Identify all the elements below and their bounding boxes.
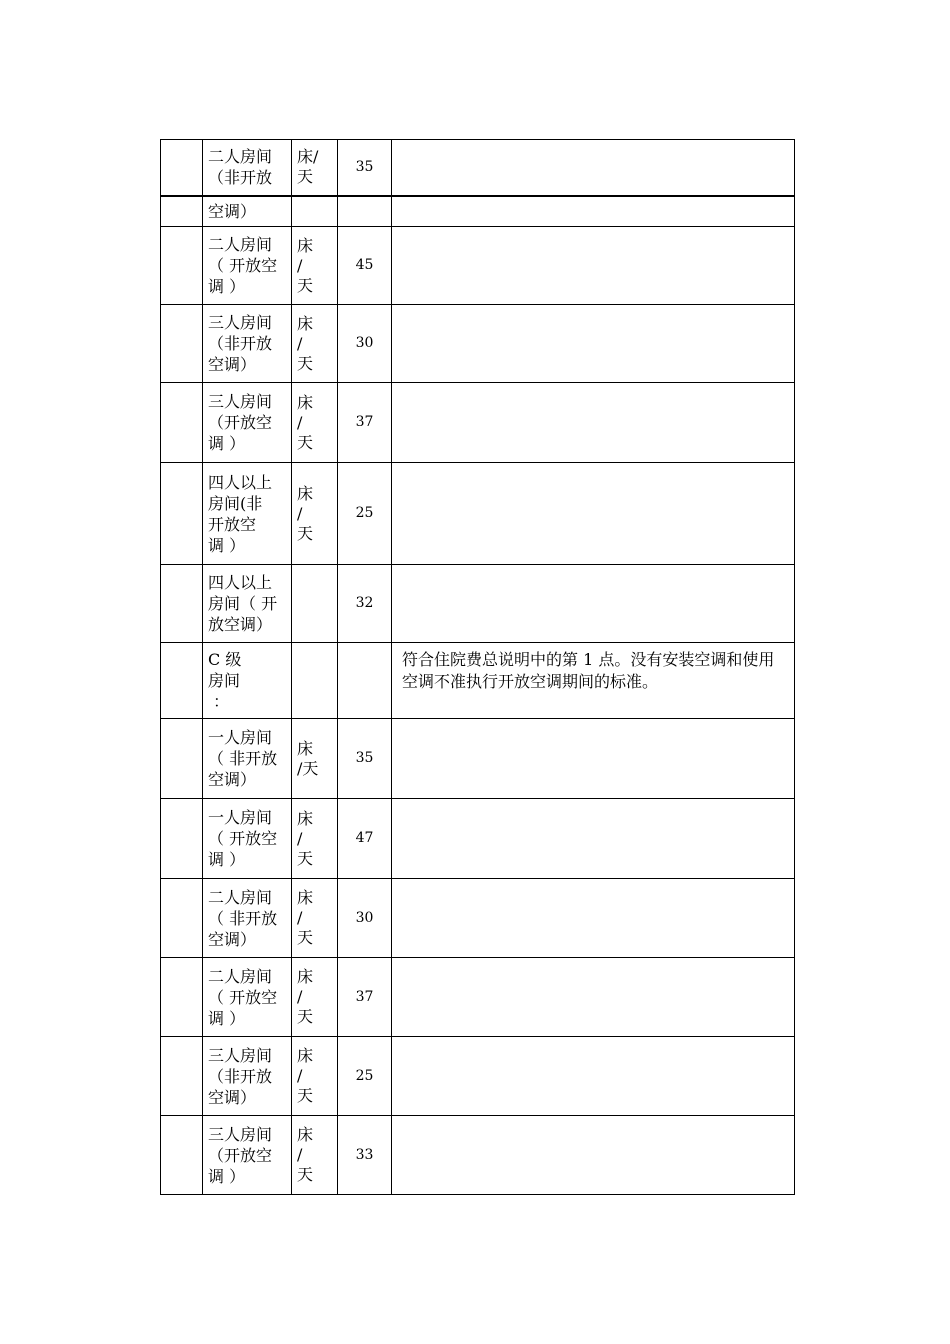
- note-cell: [392, 719, 795, 799]
- note-cell: [392, 958, 795, 1037]
- table-row: [161, 305, 795, 383]
- room-type-cell: 二人房间 （非开放: [203, 140, 292, 196]
- price-table-container: [160, 139, 795, 1195]
- blank-cell: [161, 305, 203, 383]
- note-cell: 符合住院费总说明中的第 1 点。没有安装空调和使用空调不准执行开放空调期间的标准。: [392, 643, 795, 719]
- room-type-cell: 二人房间 （ 非开放 空调）: [203, 879, 292, 958]
- table-row: [161, 196, 795, 227]
- price-cell: 30: [338, 879, 392, 958]
- unit-cell: 床 / 天: [292, 1037, 338, 1116]
- blank-cell: [161, 463, 203, 565]
- room-type-cell: 一人房间 （ 开放空 调 ）: [203, 799, 292, 879]
- blank-cell: [161, 1037, 203, 1116]
- price-cell: 37: [338, 958, 392, 1037]
- price-cell: 45: [338, 227, 392, 305]
- blank-cell: [161, 383, 203, 463]
- room-type-cell: 三人房间 （非开放 空调）: [203, 305, 292, 383]
- note-cell: [392, 799, 795, 879]
- blank-cell: [161, 879, 203, 958]
- unit-cell: [292, 643, 338, 719]
- table-row: [161, 1037, 795, 1116]
- note-cell: [392, 463, 795, 565]
- price-cell: 35: [338, 719, 392, 799]
- blank-cell: [161, 565, 203, 643]
- table-row: [161, 643, 795, 719]
- price-cell: 25: [338, 1037, 392, 1116]
- price-cell: 37: [338, 383, 392, 463]
- room-type-cell: 四人以上 房间（ 开 放空调）: [203, 565, 292, 643]
- note-cell: [392, 383, 795, 463]
- note-cell: [392, 879, 795, 958]
- price-cell: 35: [338, 140, 392, 196]
- table-row: [161, 799, 795, 879]
- note-cell: [392, 565, 795, 643]
- room-type-cell: 二人房间 （ 开放空 调 ）: [203, 958, 292, 1037]
- table-row: [161, 227, 795, 305]
- blank-cell: [161, 958, 203, 1037]
- unit-cell: 床/ 天: [292, 140, 338, 196]
- note-cell: [392, 305, 795, 383]
- room-type-cell: 一人房间 （ 非开放 空调）: [203, 719, 292, 799]
- unit-cell: 床 / 天: [292, 305, 338, 383]
- table-row: [161, 719, 795, 799]
- blank-cell: [161, 227, 203, 305]
- price-cell: 25: [338, 463, 392, 565]
- note-cell: [392, 227, 795, 305]
- room-type-cell: 四人以上 房间(非 开放空 调 ）: [203, 463, 292, 565]
- note-cell: [392, 196, 795, 227]
- price-cell: 47: [338, 799, 392, 879]
- room-type-cell: 三人房间 （非开放 空调）: [203, 1037, 292, 1116]
- blank-cell: [161, 799, 203, 879]
- table-row: [161, 463, 795, 565]
- price-cell: 33: [338, 1116, 392, 1195]
- unit-cell: 床 / 天: [292, 879, 338, 958]
- unit-cell: 床 / 天: [292, 383, 338, 463]
- room-type-cell: 空调）: [203, 196, 292, 227]
- room-price-table: [160, 139, 795, 1195]
- table-row: [161, 958, 795, 1037]
- price-cell: 30: [338, 305, 392, 383]
- note-cell: [392, 140, 795, 196]
- unit-cell: [292, 196, 338, 227]
- blank-cell: [161, 196, 203, 227]
- room-type-cell: C 级 房间 ：: [203, 643, 292, 719]
- unit-cell: 床 / 天: [292, 227, 338, 305]
- blank-cell: [161, 1116, 203, 1195]
- note-cell: [392, 1037, 795, 1116]
- table-row: [161, 140, 795, 196]
- table-row: [161, 879, 795, 958]
- unit-cell: [292, 565, 338, 643]
- room-type-cell: 三人房间 （开放空 调 ）: [203, 383, 292, 463]
- blank-cell: [161, 719, 203, 799]
- room-type-cell: 三人房间 （开放空 调 ）: [203, 1116, 292, 1195]
- unit-cell: 床 / 天: [292, 1116, 338, 1195]
- unit-cell: 床 / 天: [292, 799, 338, 879]
- table-row: [161, 565, 795, 643]
- unit-cell: 床 / 天: [292, 958, 338, 1037]
- table-row: [161, 1116, 795, 1195]
- blank-cell: [161, 643, 203, 719]
- price-cell: 32: [338, 565, 392, 643]
- unit-cell: 床 /天: [292, 719, 338, 799]
- table-body: [161, 140, 795, 1195]
- room-type-cell: 二人房间 （ 开放空 调 ）: [203, 227, 292, 305]
- blank-cell: [161, 140, 203, 196]
- table-row: [161, 383, 795, 463]
- unit-cell: 床 / 天: [292, 463, 338, 565]
- note-cell: [392, 1116, 795, 1195]
- price-cell: [338, 643, 392, 719]
- price-cell: [338, 196, 392, 227]
